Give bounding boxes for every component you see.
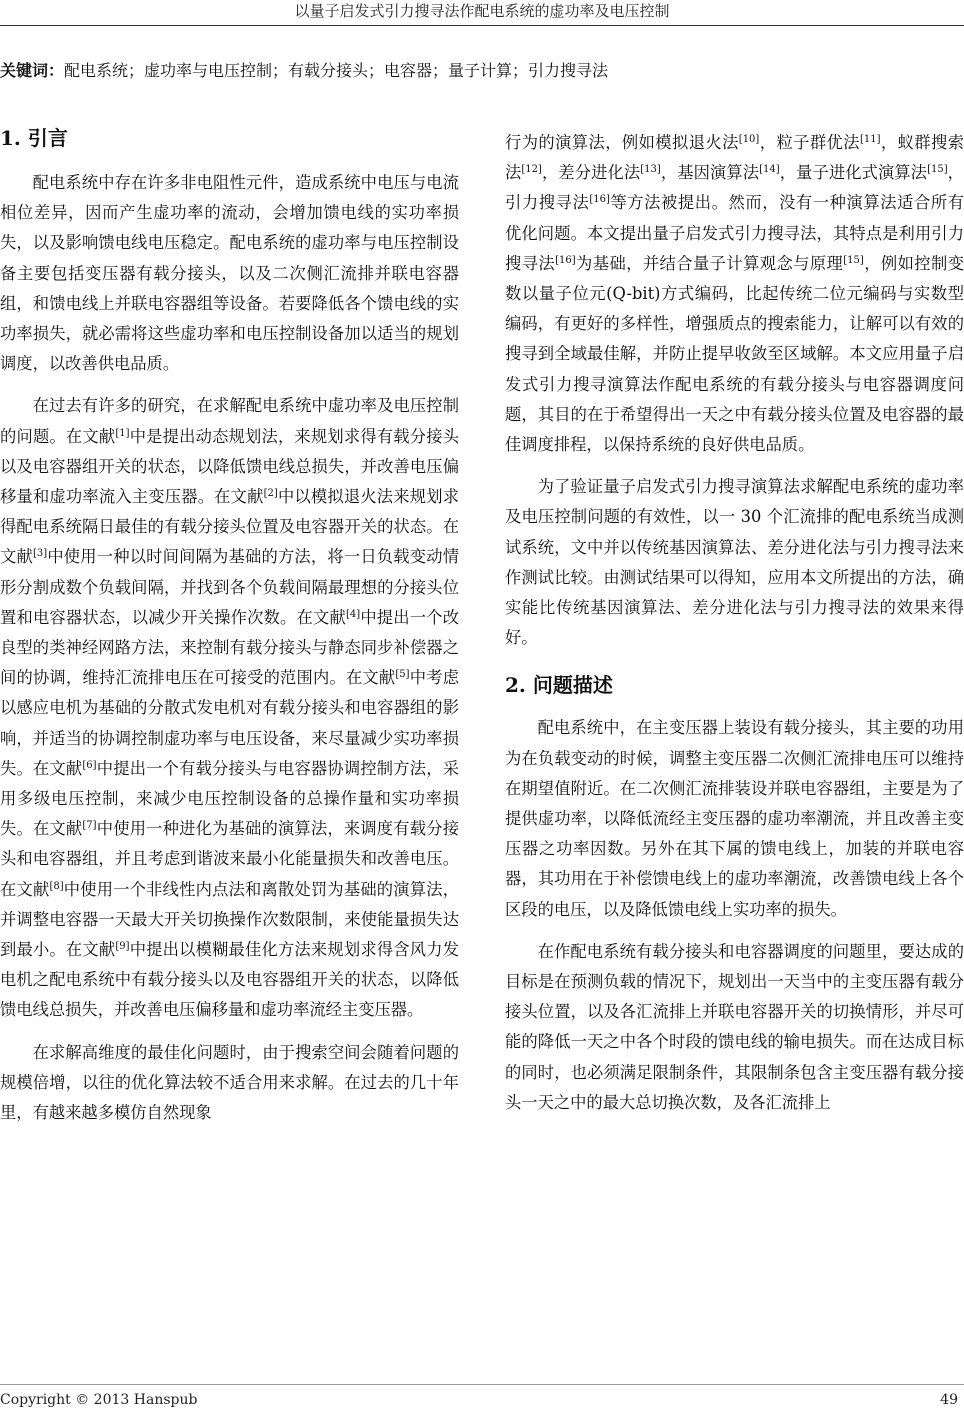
citation-15b: [15] bbox=[843, 254, 864, 266]
citation-6: [6] bbox=[82, 759, 97, 771]
citation-2: [2] bbox=[263, 488, 278, 500]
citation-16: [16] bbox=[589, 194, 610, 206]
citation-7: [7] bbox=[82, 820, 97, 832]
section-1-title: 1. 引言 bbox=[0, 126, 68, 150]
footer-divider bbox=[0, 1384, 964, 1385]
page-footer bbox=[0, 1388, 964, 1412]
keywords-text: 配电系统；虚功率与电压控制；有载分接头；电容器；量子计算；引力搜寻法 bbox=[64, 61, 609, 80]
section-2-title: 2. 问题描述 bbox=[505, 673, 613, 698]
section-1-paragraph-1: 配电系统中存在许多非电阻性元件，造成系统中电压与电流相位差异，因而产生虚功率的流动，会增加馈电线的实功率损失，以及影响馈电线电压稳定。配电系统的虚功率与电压控制设备主要包括变压器有载分接头，以及二次侧汇流排并联电容器组，和馈电线上并联电容器组等设备。若要降低各个馈电线的实功率损失，就必需将这些虚功率和电压控制设备加以适当的规划调度，以改善供电品质。 bbox=[0, 173, 459, 374]
citation-10: [10] bbox=[738, 134, 760, 145]
header-divider bbox=[0, 25, 964, 26]
citation-15: [15] bbox=[927, 164, 948, 176]
citation-13: [13] bbox=[640, 164, 661, 176]
running-head: 以量子启发式引力搜寻法作配电系统的虚功率及电压控制 bbox=[294, 2, 670, 20]
copyright-notice: Copyright © 2013 Hanspub bbox=[0, 1392, 198, 1408]
citation-9: [9] bbox=[115, 941, 130, 953]
keywords-label: 关键词： bbox=[0, 61, 65, 80]
section-1-paragraph-2: 在过去有许多的研究，在求解配电系统中虚功率及电压控制的问题。在文献[1]中是提出动态规划法，来规划求得有载分接头以及电容器组开关的状态，以降低馈电线总损失，并改善电压偏移量和虚功率流入主变压器。在文献[2]中以模拟退火法来规划求得配电系统隔日最佳的有载分接头位置及电容器开关的状态。在文献[3]中使用一种以时间间隔为基础的方法，将一日负载变动情形分割成数个负载间隔，并找到各个负载间隔最理想的分接头位置和电容器状态，以减少开关操作次数。在文献[4]中提出一个改良型的类神经网路方法，来控制有载分接头与静态同步补偿器之间的协调，维持汇流排电压在可接受的范围内。在文献[5]中考虑以感应电机为基础的分散式发电机对有载分接头和电容器组的影响，并适当的协调控制虚功率与电压设备，来尽量减少实功率损失。在文献[6]中提出一个有载分接头与电容器协调控制方法，采用多级电压控制，来减少电压控制设备的总操作量和实功率损失。在文献[7]中使用一种进化为基础的演算法，来调度有载分接头和电容器组，并且考虑到谐波来最小化能量损失和改善电压。在文献[8]中使用一个非线性内点法和离散处罚为基础的演算法，并调整电容器一天最大开关切换操作次数限制，来使能量损失达到最小。在文献[9]中提出以模糊最佳化方法来规划求得含风力发电机之配电系统中有载分接头以及电容器组开关的状态，以降低馈电线总损失，并改善电压偏移量和虚功率流经主变压器。 bbox=[0, 396, 459, 1020]
page-number: 49 bbox=[940, 1392, 958, 1408]
right-column bbox=[505, 128, 964, 1130]
left-column bbox=[0, 124, 459, 1140]
section-1-paragraph-3-cont: 行为的演算法，例如模拟退火法[10]，粒子群优法[11]，蚁群搜索法[12]，差分进化法[13]，基因演算法[14]，量子进化式演算法[15]，引力搜寻法[16]等方法被提出。然而，没有一种演算法适合所有优化问题。本文提出量子启发式引力搜寻法，其特点是利用引力搜寻法[16]为基础，并结合量子计算观念与原理[15]，例如控制变数以量子位元(Q-bit)方式编码，比起传统二位元编码与实数型编码，有更好的多样性，增强质点的搜索能力，让解可以有效的搜寻到全域最佳解，并防止提早收敛至区域解。本文应用量子启发式引力搜寻演算法作配电系统的有载分接头与电容器调度问题，其目的在于希望得出一天之中有载分接头位置及电容器的最佳调度排程，以保持系统的良好供电品质。 bbox=[505, 133, 964, 455]
section-2-paragraph-2: 在作配电系统有载分接头和电容器调度的问题里，要达成的目标是在预测负载的情况下，规划出一天当中的主变压器有载分接头位置，以及各汇流排上并联电容器开关的切换情形，并尽可能的降低一天之中各个时段的馈电线的输电损失。而在达成目标的同时，也必须满足限制条件，其限制条包含主变压器有载分接头一天之中的最大总切换次数，及各汇流排上 bbox=[505, 941, 964, 1112]
citation-5: [5] bbox=[395, 669, 410, 681]
citation-1: [1] bbox=[115, 427, 130, 439]
keywords-line bbox=[0, 58, 964, 84]
citation-14: [14] bbox=[759, 164, 780, 176]
citation-11: [11] bbox=[859, 134, 881, 145]
citation-12: [12] bbox=[521, 164, 542, 176]
citation-16b: [16] bbox=[555, 254, 576, 266]
section-2-paragraph-1: 配电系统中，在主变压器上装设有载分接头，其主要的功用为在负载变动的时候，调整主变压器二次侧汇流排电压可以维持在期望值附近。在二次侧汇流排装设并联电容器组，主要是为了提供虚功率，以降低流经主变压器的虚功率潮流，并且改善主变压器之功率因数。另外在其下属的馈电线上，加装的并联电容器，其功用在于补偿馈电线上的虚功率潮流，改善馈电线上各个区段的电压，以及降低馈电线上实功率的损失。 bbox=[505, 718, 964, 919]
citation-4: [4] bbox=[345, 608, 361, 620]
citation-3: [3] bbox=[32, 548, 48, 560]
citation-8: [8] bbox=[49, 880, 64, 892]
section-1-paragraph-4: 为了验证量子启发式引力搜寻演算法求解配电系统的虚功率及电压控制问题的有效性，以一 30 个汇流排的配电系统当成测试系统，文中并以传统基因演算法、差分进化法与引力搜寻法来作测试比较。由测试结果可以得知，应用本文所提出的方法，确实能比传统基因演算法、差分进化法与引力搜寻法的效果来得好。 bbox=[505, 477, 964, 648]
section-1-paragraph-3-start: 在求解高维度的最佳化问题时，由于搜索空间会随着问题的规模倍增，以往的优化算法较不适合用来求解。在过去的几十年里，有越来越多模仿自然现象 bbox=[0, 1042, 459, 1123]
